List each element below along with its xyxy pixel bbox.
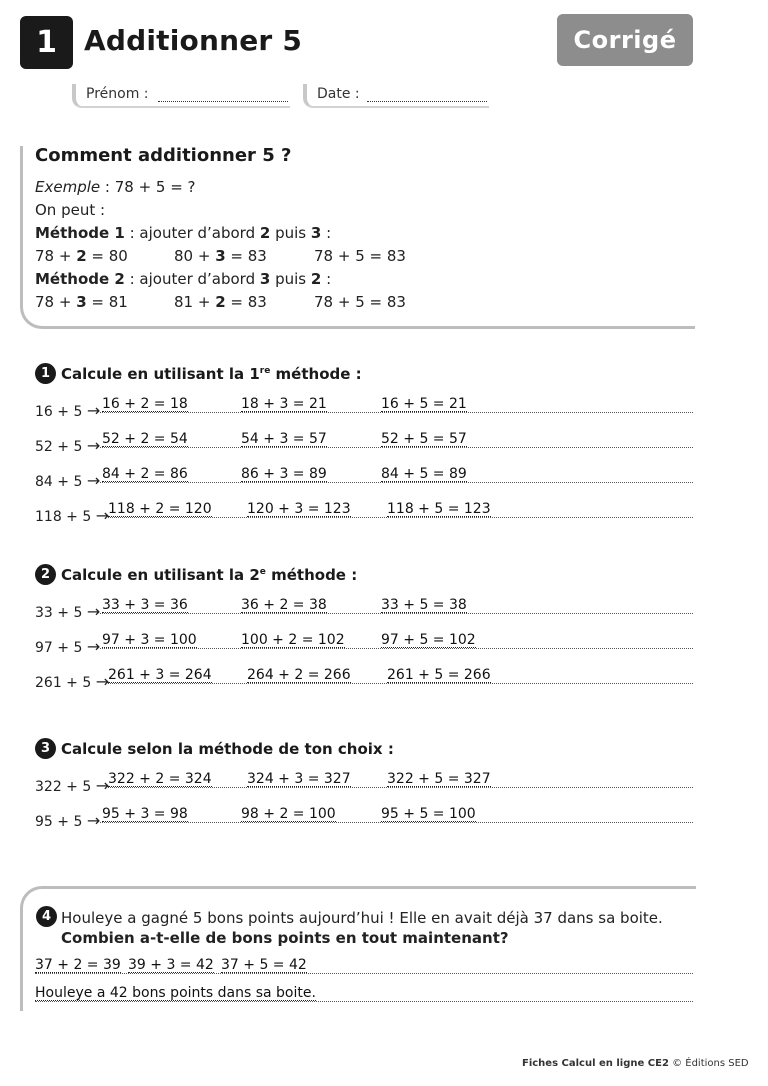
answer-text: 264 + 2 = 266 [247, 667, 351, 683]
exercise-title-text: Calcule en utilisant la 2 [61, 566, 260, 584]
calc-prompt-text: 52 + 5 [35, 439, 87, 455]
answer-text: 95 + 3 = 98 [102, 806, 188, 822]
calc-prompt [35, 401, 100, 420]
problem-answer-calc: 39 + 3 = 42 [128, 957, 214, 973]
exercise-title [61, 365, 362, 383]
answer-text: 118 + 5 = 123 [387, 501, 491, 517]
method-step-text: = 80 [86, 247, 128, 265]
calc-prompt-text: 95 + 5 [35, 814, 87, 830]
answer-text: 261 + 3 = 264 [108, 667, 212, 683]
method1-desc: : ajouter d’abord [124, 224, 260, 242]
method1-name: Méthode 1 [35, 224, 125, 242]
answer-text: 33 + 3 = 36 [102, 597, 188, 613]
answer-text: 16 + 5 = 21 [381, 396, 467, 412]
method1-num2: 3 [310, 224, 322, 242]
exercise-title-text: Calcule en utilisant la 1 [61, 365, 260, 383]
arrow-icon: → [95, 506, 110, 525]
arrow-icon: → [86, 436, 101, 455]
method-step-text: = 83 [225, 293, 267, 311]
method-step [35, 247, 128, 265]
exercise-title [61, 740, 394, 758]
arrow-icon: → [95, 776, 110, 795]
method-title: Comment additionner 5 ? [35, 145, 292, 166]
calc-prompt [35, 776, 109, 795]
method-step-text: = 83 [225, 247, 267, 265]
answer-text: 322 + 2 = 324 [108, 771, 212, 787]
answer-text: 86 + 3 = 89 [241, 466, 327, 482]
method-step-bold: 2 [215, 293, 226, 311]
problem-answer-calc: 37 + 2 = 39 [35, 957, 121, 973]
date-label: Date : [317, 86, 360, 102]
calc-prompt [35, 436, 100, 455]
problem-answer-calc: 37 + 5 = 42 [221, 957, 307, 973]
method-step-text: 78 + 5 = 83 [314, 247, 406, 265]
method2-line [35, 270, 331, 288]
method1-desc: : [321, 224, 332, 242]
corrige-badge [557, 14, 693, 66]
exercise-title-text: Calcule selon la méthode de ton choix : [61, 740, 394, 758]
method-step-text: 78 + [35, 247, 77, 265]
answer-text: 261 + 5 = 266 [387, 667, 491, 683]
answer-text: 54 + 3 = 57 [241, 431, 327, 447]
method-step [174, 293, 267, 311]
exercise-title-sup: re [259, 366, 271, 376]
calc-prompt-text: 84 + 5 [35, 474, 87, 490]
calc-prompt [35, 471, 100, 490]
answer-text: 98 + 2 = 100 [241, 806, 336, 822]
answer-text: 322 + 5 = 327 [387, 771, 491, 787]
arrow-icon: → [86, 471, 101, 490]
answer-text: 95 + 5 = 100 [381, 806, 476, 822]
method-step-bold: 3 [76, 293, 87, 311]
exercise-title [61, 566, 357, 584]
method-step-text: 78 + 5 = 83 [314, 293, 406, 311]
method2-name: Méthode 2 [35, 270, 125, 288]
answer-text: 16 + 2 = 18 [102, 396, 188, 412]
method-step [174, 247, 267, 265]
calc-prompt-text: 16 + 5 [35, 404, 87, 420]
problem-number-badge [36, 906, 57, 927]
exercise-number-badge: 3 [35, 738, 56, 759]
prenom-dots [158, 89, 288, 102]
exercise-number-badge: 2 [35, 564, 56, 585]
answer-text: 97 + 5 = 102 [381, 632, 476, 648]
date-dots [367, 89, 487, 102]
example-word: Exemple [35, 178, 101, 196]
corrige-label: Corrigé [573, 26, 677, 54]
problem-number: 4 [41, 909, 52, 924]
method-step-bold: 2 [76, 247, 87, 265]
method1-line [35, 224, 331, 242]
answer-text: 97 + 3 = 100 [102, 632, 197, 648]
calc-prompt-text: 261 + 5 [35, 675, 96, 691]
footer [522, 1058, 749, 1069]
method-step [314, 247, 406, 265]
answer-text: 33 + 5 = 38 [381, 597, 467, 613]
calc-prompt-text: 322 + 5 [35, 779, 96, 795]
method-step-bold: 3 [215, 247, 226, 265]
method2-num2: 2 [310, 270, 322, 288]
calc-prompt [35, 602, 100, 621]
method2-desc: puis [270, 270, 311, 288]
date-field[interactable] [303, 84, 489, 108]
exercise-title-text: méthode : [265, 566, 358, 584]
method2-desc: : [321, 270, 332, 288]
page-title: Additionner 5 [84, 24, 303, 57]
arrow-icon: → [86, 401, 101, 420]
sheet-number-badge [20, 16, 73, 69]
calc-prompt-text: 97 + 5 [35, 640, 87, 656]
answer-text: 100 + 2 = 102 [241, 632, 345, 648]
calc-prompt [35, 811, 100, 830]
method-step [35, 293, 128, 311]
answer-text: 84 + 5 = 89 [381, 466, 467, 482]
method1-desc: puis [270, 224, 311, 242]
sheet-number: 1 [36, 25, 57, 60]
answer-text: 120 + 3 = 123 [247, 501, 351, 517]
arrow-icon: → [95, 672, 110, 691]
method-step-text: 81 + [174, 293, 216, 311]
prenom-field[interactable] [72, 84, 290, 108]
arrow-icon: → [86, 602, 101, 621]
answer-text: 52 + 5 = 57 [381, 431, 467, 447]
answer-text: 18 + 3 = 21 [241, 396, 327, 412]
method1-num1: 2 [259, 224, 271, 242]
method-step-text: 78 + [35, 293, 77, 311]
arrow-icon: → [86, 811, 101, 830]
method-step-text: 80 + [174, 247, 216, 265]
prenom-label: Prénom : [86, 86, 149, 102]
exercise-title-text: méthode : [270, 365, 362, 383]
calc-prompt-text: 33 + 5 [35, 605, 87, 621]
answer-text: 36 + 2 = 38 [241, 597, 327, 613]
calc-prompt [35, 506, 109, 525]
answer-text: 52 + 2 = 54 [102, 431, 188, 447]
exercise-title-sup: e [259, 567, 266, 577]
calc-prompt [35, 637, 100, 656]
answer-text: 118 + 2 = 120 [108, 501, 212, 517]
method-step [314, 293, 406, 311]
example-rest: : 78 + 5 = ? [100, 178, 196, 196]
example-line [35, 178, 196, 196]
method2-desc: : ajouter d’abord [124, 270, 260, 288]
on-peut-line: On peut : [35, 201, 106, 219]
problem-answer-sentence: Houleye a 42 bons points dans sa boite. [35, 985, 316, 1001]
answer-text: 324 + 3 = 327 [247, 771, 351, 787]
exercise-number-badge: 1 [35, 363, 56, 384]
method2-num1: 3 [259, 270, 271, 288]
problem-question: Combien a-t-elle de bons points en tout maintenant? [61, 929, 509, 947]
answer-text: 84 + 2 = 86 [102, 466, 188, 482]
arrow-icon: → [86, 637, 101, 656]
footer-title: Fiches Calcul en ligne CE2 [522, 1058, 669, 1069]
footer-copyright: © Éditions SED [668, 1058, 749, 1069]
method-step-text: = 81 [86, 293, 128, 311]
calc-prompt [35, 672, 109, 691]
calc-prompt-text: 118 + 5 [35, 509, 96, 525]
problem-text: Houleye a gagné 5 bons points aujourd’hui ! Elle en avait déjà 37 dans sa boite. [61, 909, 663, 927]
